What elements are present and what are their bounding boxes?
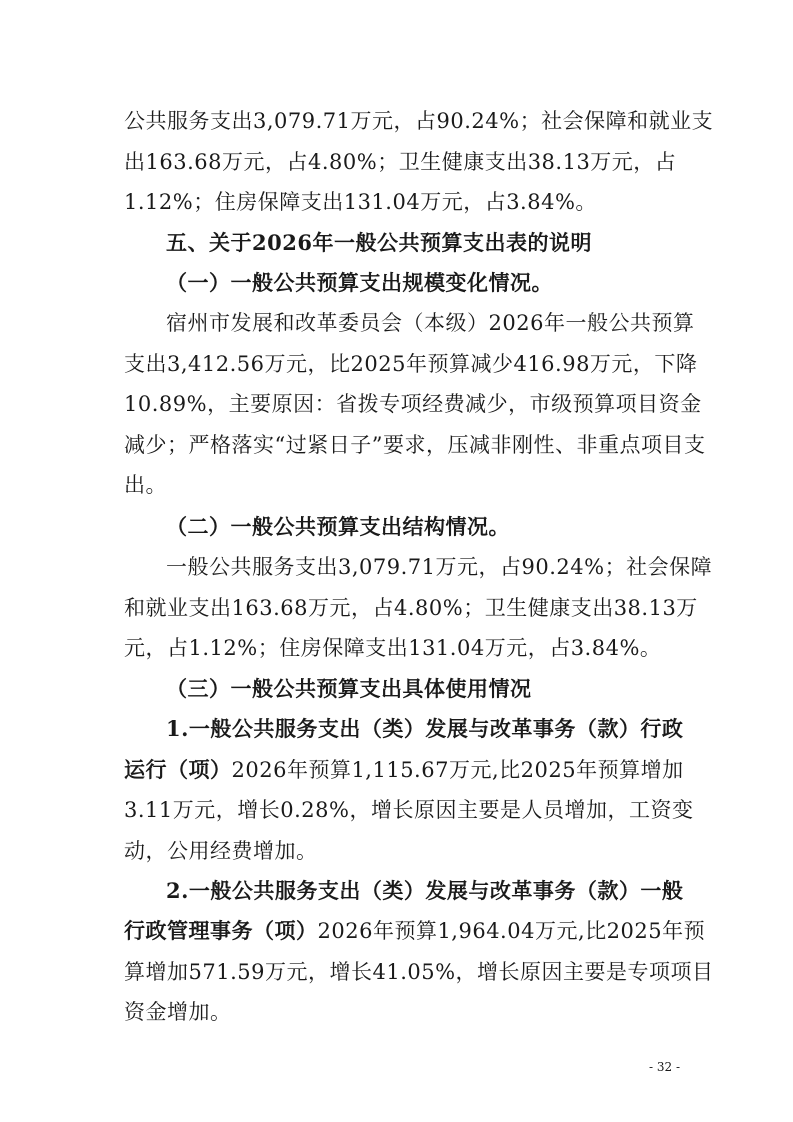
- text-line: 一般公共服务支出3,079.71万元，占90.24%；社会保障: [166, 555, 713, 579]
- text-span: 2026年预算1,115.67万元,比2025年预算增加: [231, 758, 684, 782]
- item-heading-tail: 运行（项）: [124, 757, 232, 782]
- text-line: 公共服务支出3,079.71万元，占90.24%；社会保障和就业支: [124, 109, 714, 133]
- subsection-heading: （一）一般公共预算支出规模变化情况。: [166, 270, 553, 295]
- text-line: 减少；严格落实“过紧日子”要求，压减非刚性、非重点项目支: [124, 433, 706, 457]
- subsection-heading: （二）一般公共预算支出结构情况。: [166, 514, 510, 539]
- subsection-heading: （三）一般公共预算支出具体使用情况: [166, 676, 532, 701]
- text-line: 资金增加。: [124, 1000, 232, 1024]
- text-line: 算增加571.59万元，增长41.05%，增长原因主要是专项项目: [124, 960, 714, 984]
- text-line: 元，占1.12%；住房保障支出131.04万元，占3.84%。: [124, 636, 662, 660]
- item-heading-tail: 行政管理事务（项）: [124, 918, 318, 943]
- text-line: [124, 756, 684, 784]
- text-line: 动，公用经费增加。: [124, 839, 318, 863]
- text-line: 1.12%；住房保障支出131.04万元，占3.84%。: [124, 190, 597, 214]
- item-heading: 1.一般公共服务支出（类）发展与改革事务（款）行政: [166, 716, 684, 741]
- text-line: 和就业支出163.68万元，占4.80%；卫生健康支出38.13万: [124, 596, 698, 620]
- text-line: 10.89%，主要原因：省拨专项经费减少，市级预算项目资金: [124, 392, 702, 416]
- text-line: 支出3,412.56万元，比2025年预算减少416.98万元，下降: [124, 352, 698, 376]
- text-line: 出。: [124, 473, 167, 497]
- text-line: [124, 917, 706, 945]
- text-line: 出163.68万元，占4.80%；卫生健康支出38.13万元，占: [124, 150, 677, 174]
- text-line: 3.11万元，增长0.28%，增长原因主要是人员增加，工资变: [124, 798, 694, 822]
- item-heading: 2.一般公共服务支出（类）发展与改革事务（款）一般: [166, 878, 684, 903]
- section-heading: 五、关于2026年一般公共预算支出表的说明: [166, 230, 592, 255]
- page-number: - 32 -: [648, 1060, 680, 1074]
- text-line: 宿州市发展和改革委员会（本级）2026年一般公共预算: [166, 311, 695, 335]
- text-span: 2026年预算1,964.04万元,比2025年预: [317, 919, 706, 943]
